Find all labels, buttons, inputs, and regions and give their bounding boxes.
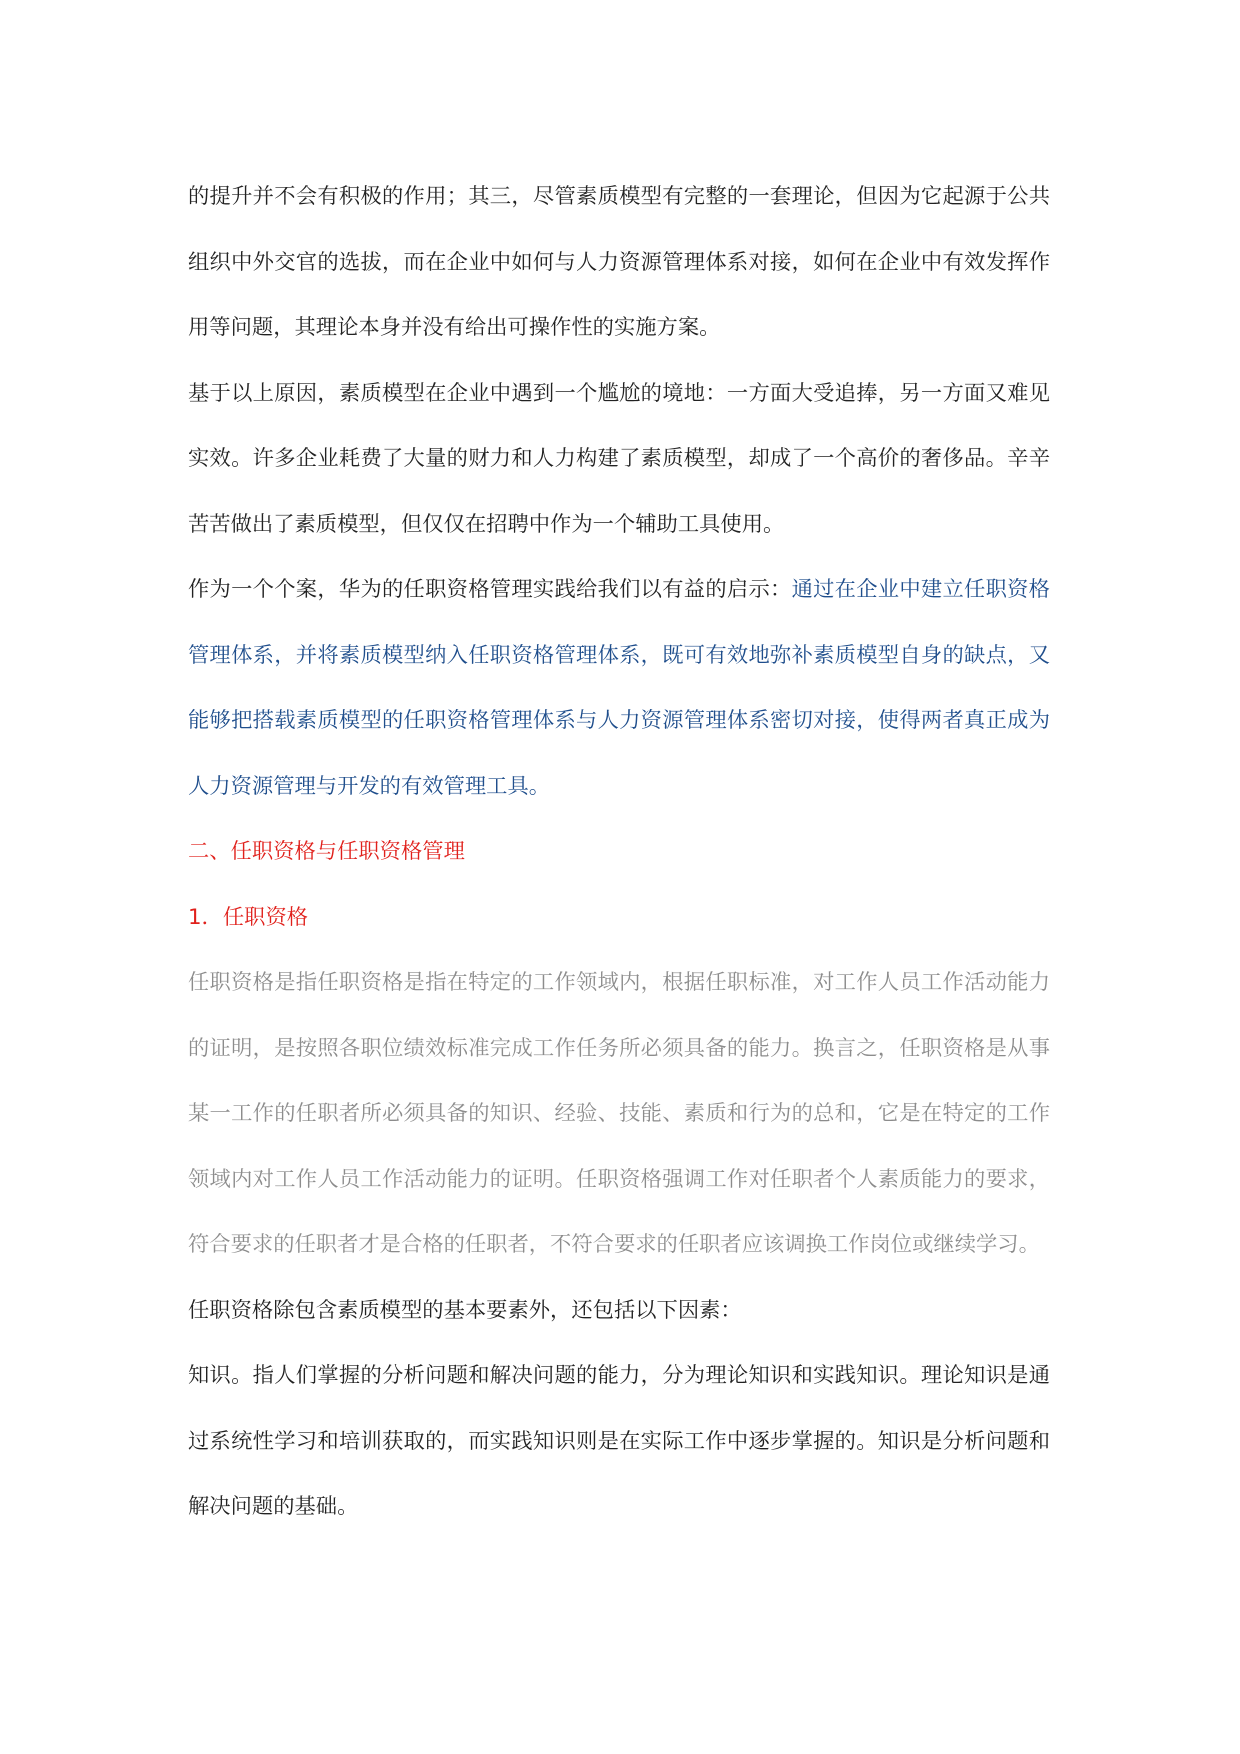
subsection-heading: 1．任职资格 — [188, 904, 309, 930]
paragraph-additional-factors: 任职资格除包含素质模型的基本要素外，还包括以下因素： — [188, 1297, 742, 1323]
huawei-insight-lead: 作为一个个案，华为的任职资格管理实践给我们以有益的启示： — [188, 577, 792, 602]
paragraph-dilemma: 基于以上原因，素质模型在企业中遇到一个尴尬的境地：一方面大受追捧，另一方面又难见实效。许多企业耗费了大量的财力和人力构建了素质模型，却成了一个高价的奢侈品。辛辛苦苦做出了素质模型，但仅仅在招聘中作为一个辅助工具使用。 — [188, 380, 1050, 537]
paragraph-qualification-definition: 任职资格是指任职资格是指在特定的工作领域内，根据任职标准，对工作人员工作活动能力的证明，是按照各职位绩效标准完成工作任务所必须具备的能力。换言之，任职资格是从事某一工作的任职者所必须具备的知识、经验、技能、素质和行为的总和，它是在特定的工作领域内对工作人员工作活动能力的证明。任职资格强调工作对任职者个人素质能力的要求，符合要求的任职者才是合格的任职者，不符合要求的任职者应该调换工作岗位或继续学习。 — [188, 970, 1050, 1257]
document-body — [188, 164, 1050, 1540]
paragraph-limitations: 的提升并不会有积极的作用；其三，尽管素质模型有完整的一套理论，但因为它起源于公共组织中外交官的选拔，而在企业中如何与人力资源管理体系对接，如何在企业中有效发挥作用等问题，其理论本身并没有给出可操作性的实施方案。 — [188, 184, 1050, 340]
paragraph-knowledge: 知识。指人们掌握的分析问题和解决问题的能力，分为理论知识和实践知识。理论知识是通过系统性学习和培训获取的，而实践知识则是在实际工作中逐步掌握的。知识是分析问题和解决问题的基础。 — [188, 1363, 1050, 1519]
huawei-insight-highlight: 通过在企业中建立任职资格管理体系，并将素质模型纳入任职资格管理体系，既可有效地弥补素质模型自身的缺点，又能够把搭载素质模型的任职资格管理体系与人力资源管理体系密切对接，使得两者真正成为人力资源管理与开发的有效管理工具。 — [188, 577, 1050, 799]
paragraph-huawei-insight — [188, 557, 1050, 819]
section-heading: 二、任职资格与任职资格管理 — [188, 839, 465, 864]
